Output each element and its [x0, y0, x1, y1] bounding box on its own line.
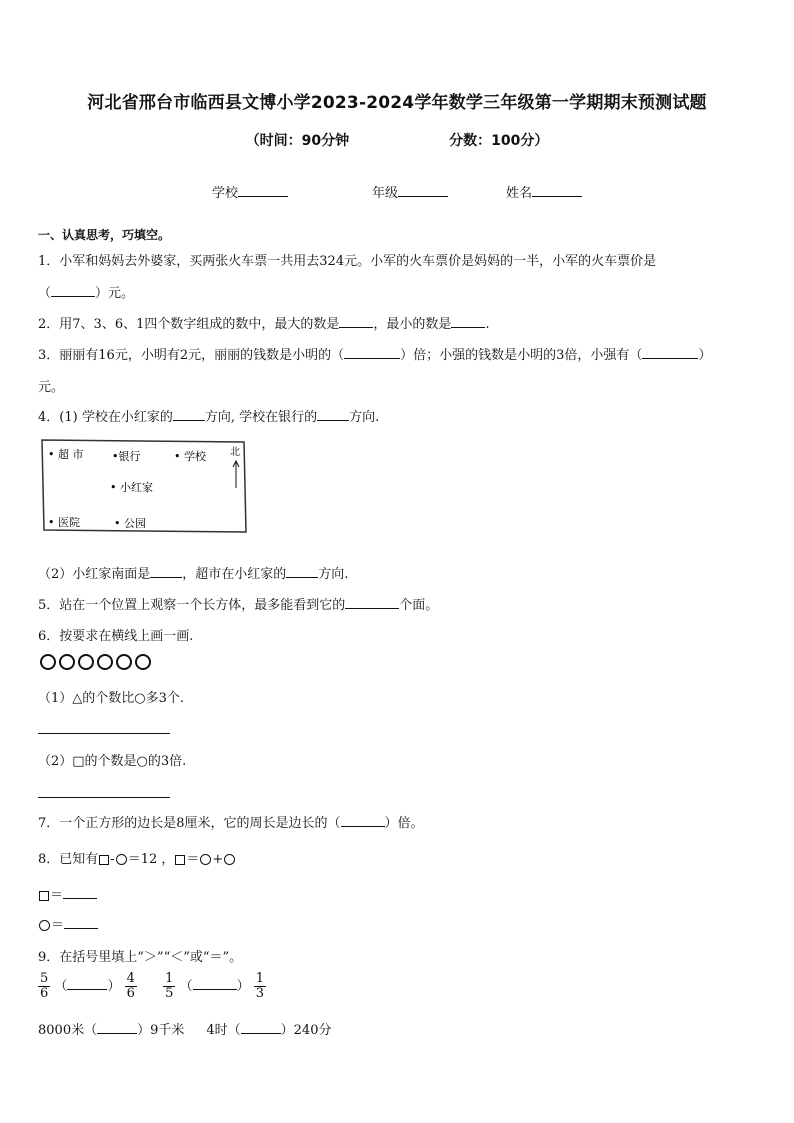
page-title: 河北省邢台市临西县文博小学2023-2024学年数学三年级第一学期期末预测试题	[87, 93, 707, 113]
q9-units	[38, 1019, 331, 1038]
frac2-den: 6	[126, 986, 135, 1001]
q4-blank-1[interactable]	[173, 408, 205, 421]
map-bank: •银行	[112, 450, 141, 463]
question-4	[38, 406, 379, 425]
q4-blank-3[interactable]	[150, 565, 182, 578]
exam-time: （时间：90分钟	[245, 133, 350, 149]
q4-text-c: 方向.	[349, 410, 380, 425]
q1-blank[interactable]	[51, 284, 95, 297]
name-blank[interactable]	[532, 183, 582, 197]
q9-u4: ）240分	[280, 1023, 332, 1038]
q7-blank[interactable]	[341, 814, 385, 827]
q6-draw-line-2[interactable]	[38, 797, 170, 798]
q6-draw-line-1[interactable]	[38, 733, 170, 734]
grade-field	[372, 182, 448, 201]
circle-shape-icon	[97, 654, 113, 670]
q8-text-c: ＝12 ，	[127, 852, 175, 867]
square-icon	[175, 855, 185, 865]
exam-score: 分数：100分）	[449, 133, 549, 149]
square-icon	[39, 891, 49, 901]
q8-plus: +	[212, 852, 224, 867]
question-4-part-2	[38, 563, 348, 582]
q3-text-c: ）	[698, 348, 712, 363]
q5-text-b: 个面。	[399, 598, 439, 613]
question-6: 6．按要求在横线上画一画.	[38, 629, 194, 644]
question-1-answer	[38, 282, 134, 301]
q9-blank-4[interactable]	[241, 1021, 281, 1034]
q9-fractions	[38, 972, 266, 1001]
q9-u1: 8000米（	[38, 1023, 98, 1038]
q8-minus: -	[110, 852, 115, 867]
question-9: 9．在括号里填上“＞”“＜”或“＝”。	[38, 950, 243, 965]
q9-blank-2[interactable]	[193, 977, 237, 990]
name-field	[506, 182, 582, 201]
fraction-1-3	[254, 972, 266, 1001]
question-3-unit: 元。	[38, 380, 65, 395]
grade-label: 年级	[372, 186, 399, 201]
q9-blank-3[interactable]	[97, 1021, 137, 1034]
q9-u3: 4时（	[206, 1023, 241, 1038]
square-icon	[99, 855, 109, 865]
question-6-part-2: （2）□的个数是○的3倍.	[38, 754, 187, 769]
q3-blank-2[interactable]	[642, 346, 698, 359]
q7-text-b: ）倍。	[384, 816, 424, 831]
question-3	[38, 344, 711, 363]
q4-text-b: 方向, 学校在银行的	[204, 410, 318, 425]
question-6-part-1: （1）△的个数比○多3个.	[38, 691, 185, 706]
q9-open-1: （	[54, 979, 68, 994]
q4-blank-4[interactable]	[286, 565, 318, 578]
frac1-den: 6	[40, 986, 49, 1001]
north-arrow-icon	[233, 461, 239, 488]
q3-text-a: 3．丽丽有16元，小明有2元，丽丽的钱数是小明的（	[38, 348, 345, 363]
q3-blank-1[interactable]	[344, 346, 400, 359]
frac2-num: 4	[126, 971, 135, 986]
circle-shape-icon	[78, 654, 94, 670]
school-field	[212, 182, 288, 201]
frac3-den: 5	[165, 986, 174, 1001]
q2-text-b: ，最小的数是	[373, 317, 452, 332]
frac1-num: 5	[40, 971, 49, 986]
circle-shape-icon	[135, 654, 151, 670]
circle-icon	[200, 854, 211, 865]
question-5	[38, 594, 438, 613]
map-hospital: • 医院	[48, 516, 80, 529]
school-blank[interactable]	[238, 183, 288, 197]
exam-info	[0, 130, 794, 150]
q9-close-1: ）	[107, 979, 121, 994]
q8-ans2-eq: ＝	[51, 918, 65, 933]
circle-shape-icon	[59, 654, 75, 670]
q4-p2-text-c: 方向.	[318, 567, 349, 582]
grade-blank[interactable]	[398, 183, 448, 197]
q9-blank-1[interactable]	[67, 977, 107, 990]
q1-text: 1．小军和妈妈去外婆家，买两张火车票一共用去324元。小军的火车票价是妈妈的一半，小军的火车票价是	[38, 254, 657, 269]
map-park: • 公园	[114, 517, 146, 530]
name-label: 姓名	[506, 186, 533, 201]
q4-blank-2[interactable]	[317, 408, 349, 421]
question-7	[38, 812, 424, 831]
location-map	[40, 438, 248, 534]
circle-row	[40, 654, 154, 674]
circle-icon	[39, 920, 50, 931]
q8-equals: ＝	[186, 852, 200, 867]
fraction-5-6	[38, 972, 50, 1001]
fraction-1-5	[163, 972, 175, 1001]
question-1	[38, 250, 656, 269]
circle-icon	[224, 854, 235, 865]
q4-p2-text-b: ，超市在小红家的	[182, 567, 287, 582]
q8-answer-square	[38, 884, 97, 903]
q4-p2-text-a: （2）小红家南面是	[38, 567, 151, 582]
q5-text-a: 5．站在一个位置上观察一个长方体，最多能看到它的	[38, 598, 346, 613]
q9-open-2: （	[179, 979, 193, 994]
q1-close: ）元。	[95, 286, 135, 301]
q2-text-a: 2．用7、3、6、1四个数字组成的数中，最大的数是	[38, 317, 340, 332]
q5-blank[interactable]	[345, 596, 399, 609]
section-heading: 一、认真思考，巧填空。	[38, 228, 171, 242]
q8-blank-circle[interactable]	[64, 916, 98, 929]
frac4-num: 1	[255, 971, 265, 986]
circle-shape-icon	[116, 654, 132, 670]
frac3-num: 1	[165, 971, 174, 986]
map-north-label: 北	[230, 447, 240, 458]
frac4-den: 3	[255, 986, 265, 1001]
q8-blank-square[interactable]	[63, 886, 97, 899]
q8-text-a: 8．已知有	[38, 852, 99, 867]
q2-text-c: .	[485, 317, 490, 332]
map-supermarket: • 超 市	[48, 448, 84, 461]
q1-open: （	[38, 286, 52, 301]
circle-icon	[116, 854, 127, 865]
q8-ans1-eq: ＝	[50, 888, 64, 903]
q8-answer-circle	[38, 914, 98, 933]
fraction-4-6	[125, 972, 137, 1001]
school-label: 学校	[212, 186, 239, 201]
map-home: • 小红家	[110, 481, 153, 494]
q2-blank-min[interactable]	[451, 315, 485, 328]
question-8	[38, 848, 236, 867]
q7-text-a: 7．一个正方形的边长是8厘米，它的周长是边长的（	[38, 816, 341, 831]
q2-blank-max[interactable]	[339, 315, 373, 328]
q3-text-b: ）倍；小强的钱数是小明的3倍，小强有（	[400, 348, 643, 363]
q9-u2: ）9千米	[137, 1023, 185, 1038]
q4-text-a: 4．(1) 学校在小红家的	[38, 410, 173, 425]
circle-shape-icon	[40, 654, 56, 670]
map-school: • 学校	[174, 450, 206, 463]
question-2	[38, 313, 490, 332]
q9-close-2: ）	[236, 979, 250, 994]
